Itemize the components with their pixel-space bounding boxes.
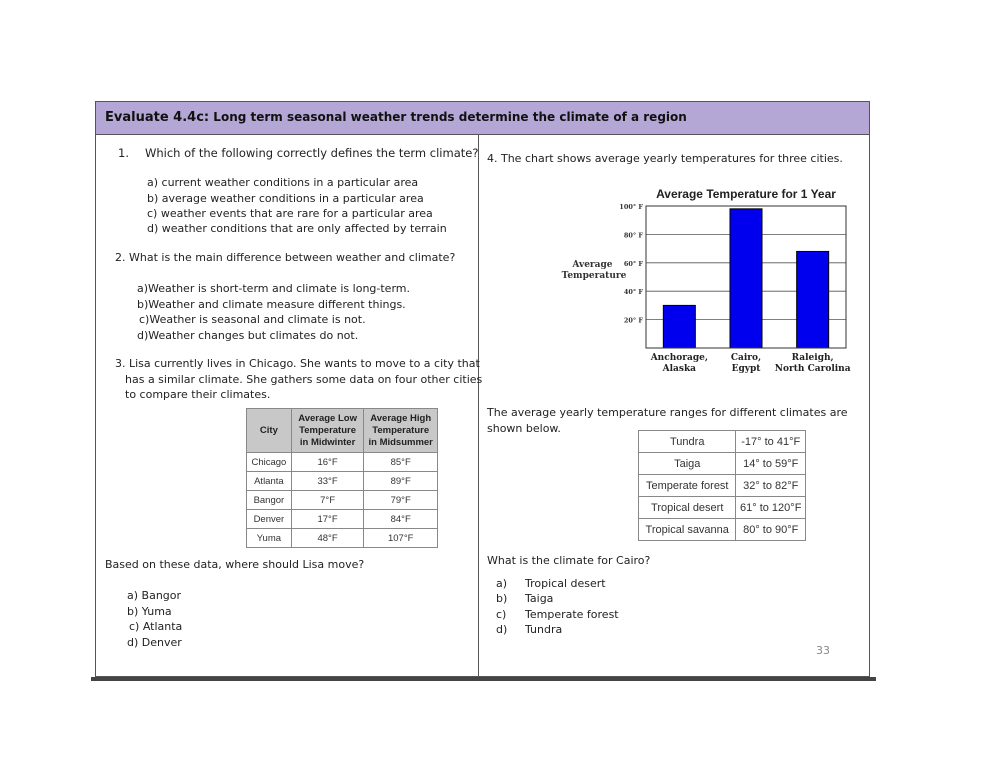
q4-ranges-line-1: The average yearly temperature ranges for different climates are — [487, 406, 848, 419]
q3-option-b: b) Yuma — [127, 605, 172, 618]
q2-question: 2. What is the main difference between weather and climate? — [115, 251, 456, 264]
q3-line-2: has a similar climate. She gathers some data on four other cities — [125, 373, 483, 386]
y-tick-label: 80° F — [623, 231, 643, 240]
q1-question: Which of the following correctly defines the term climate? — [145, 146, 479, 160]
header-text — [105, 110, 687, 125]
q4-option-a-letter: a) — [496, 577, 508, 590]
q2-option-d: d)Weather changes but climates do not. — [137, 329, 359, 342]
q4-option-d-text: Tundra — [525, 623, 563, 636]
bottom-rule — [91, 677, 876, 681]
table-row: Chicago 16°F 85°F — [247, 453, 438, 472]
table-row: Tropical desert 61° to 120°F — [639, 497, 806, 519]
q4-option-d-letter: d) — [496, 623, 508, 636]
q4-option-c-text: Temperate forest — [525, 608, 619, 621]
x-tick-label: Anchorage, Alaska — [650, 353, 708, 374]
q3-line-3: to compare their climates. — [125, 388, 271, 401]
bar — [663, 305, 695, 348]
header-label: Evaluate 4.4c: — [105, 110, 210, 125]
q3-option-c: c) Atlanta — [129, 620, 183, 633]
table-row: Tundra -17° to 41°F — [639, 431, 806, 453]
y-tick-label: 60° F — [623, 259, 643, 268]
y-tick-label: 100° F — [619, 203, 643, 211]
table-row: Yuma 48°F 107°F — [247, 529, 438, 548]
q4-option-b-text: Taiga — [525, 592, 554, 605]
q1-option-b: b) average weather conditions in a particular area — [147, 192, 424, 205]
table-row: Tropical savanna 80° to 90°F — [639, 519, 806, 541]
q2-option-c: c)Weather is seasonal and climate is not. — [139, 313, 366, 326]
table-row: Atlanta 33°F 89°F — [247, 472, 438, 491]
q4-option-a-text: Tropical desert — [525, 577, 606, 590]
chart-title: Average Temperature for 1 Year — [656, 187, 836, 201]
q1-option-a: a) current weather conditions in a particular area — [147, 176, 419, 189]
table-header-low: Average Low Temperature in Midwinter — [291, 409, 364, 453]
y-tick-label: 40° F — [623, 288, 643, 297]
q4-question: What is the climate for Cairo? — [487, 554, 651, 567]
table-row: Denver 17°F 84°F — [247, 510, 438, 529]
q3-prompt: Based on these data, where should Lisa move? — [105, 558, 365, 571]
q4-intro: 4. The chart shows average yearly temperatures for three cities. — [487, 152, 843, 165]
chart-y-ticks — [619, 203, 643, 325]
q3-line-1: 3. Lisa currently lives in Chicago. She wants to move to a city that — [115, 357, 480, 370]
q4-option-c-letter: c) — [496, 608, 507, 621]
x-tick-label: Raleigh, North Carolina — [774, 353, 851, 374]
q1-number: 1. — [118, 146, 129, 160]
table-header-row — [247, 409, 438, 453]
table-header-high: Average High Temperature in Midsummer — [364, 409, 438, 453]
table-row: Temperate forest 32° to 82°F — [639, 475, 806, 497]
q2-option-b: b)Weather and climate measure different things. — [137, 298, 406, 311]
header-title: Long term seasonal weather trends determine the climate of a region — [213, 110, 687, 124]
climate-range-table — [638, 430, 806, 541]
chart-bars — [663, 209, 828, 348]
chart-y-axis-label: Average Temperature — [561, 260, 627, 281]
q3-option-d: d) Denver — [127, 636, 182, 649]
y-tick-label: 20° F — [623, 316, 643, 325]
bar — [797, 251, 829, 348]
city-temperature-table — [246, 408, 438, 548]
bar — [730, 209, 762, 348]
q2-option-a: a)Weather is short-term and climate is long-term. — [137, 282, 410, 295]
table-row: Taiga 14° to 59°F — [639, 453, 806, 475]
q1-option-d: d) weather conditions that are only affected by terrain — [147, 222, 447, 235]
page-number: 33 — [816, 644, 830, 657]
q3-option-a: a) Bangor — [127, 589, 182, 602]
temperature-bar-chart — [466, 183, 851, 378]
header-bar — [96, 102, 869, 135]
x-tick-label: Cairo, Egypt — [730, 353, 762, 374]
table-header-city: City — [247, 409, 292, 453]
q1-option-c: c) weather events that are rare for a particular area — [147, 207, 433, 220]
q4-option-b-letter: b) — [496, 592, 508, 605]
q4-ranges-line-2: shown below. — [487, 422, 561, 435]
chart-x-labels — [650, 353, 851, 374]
table-row: Bangor 7°F 79°F — [247, 491, 438, 510]
